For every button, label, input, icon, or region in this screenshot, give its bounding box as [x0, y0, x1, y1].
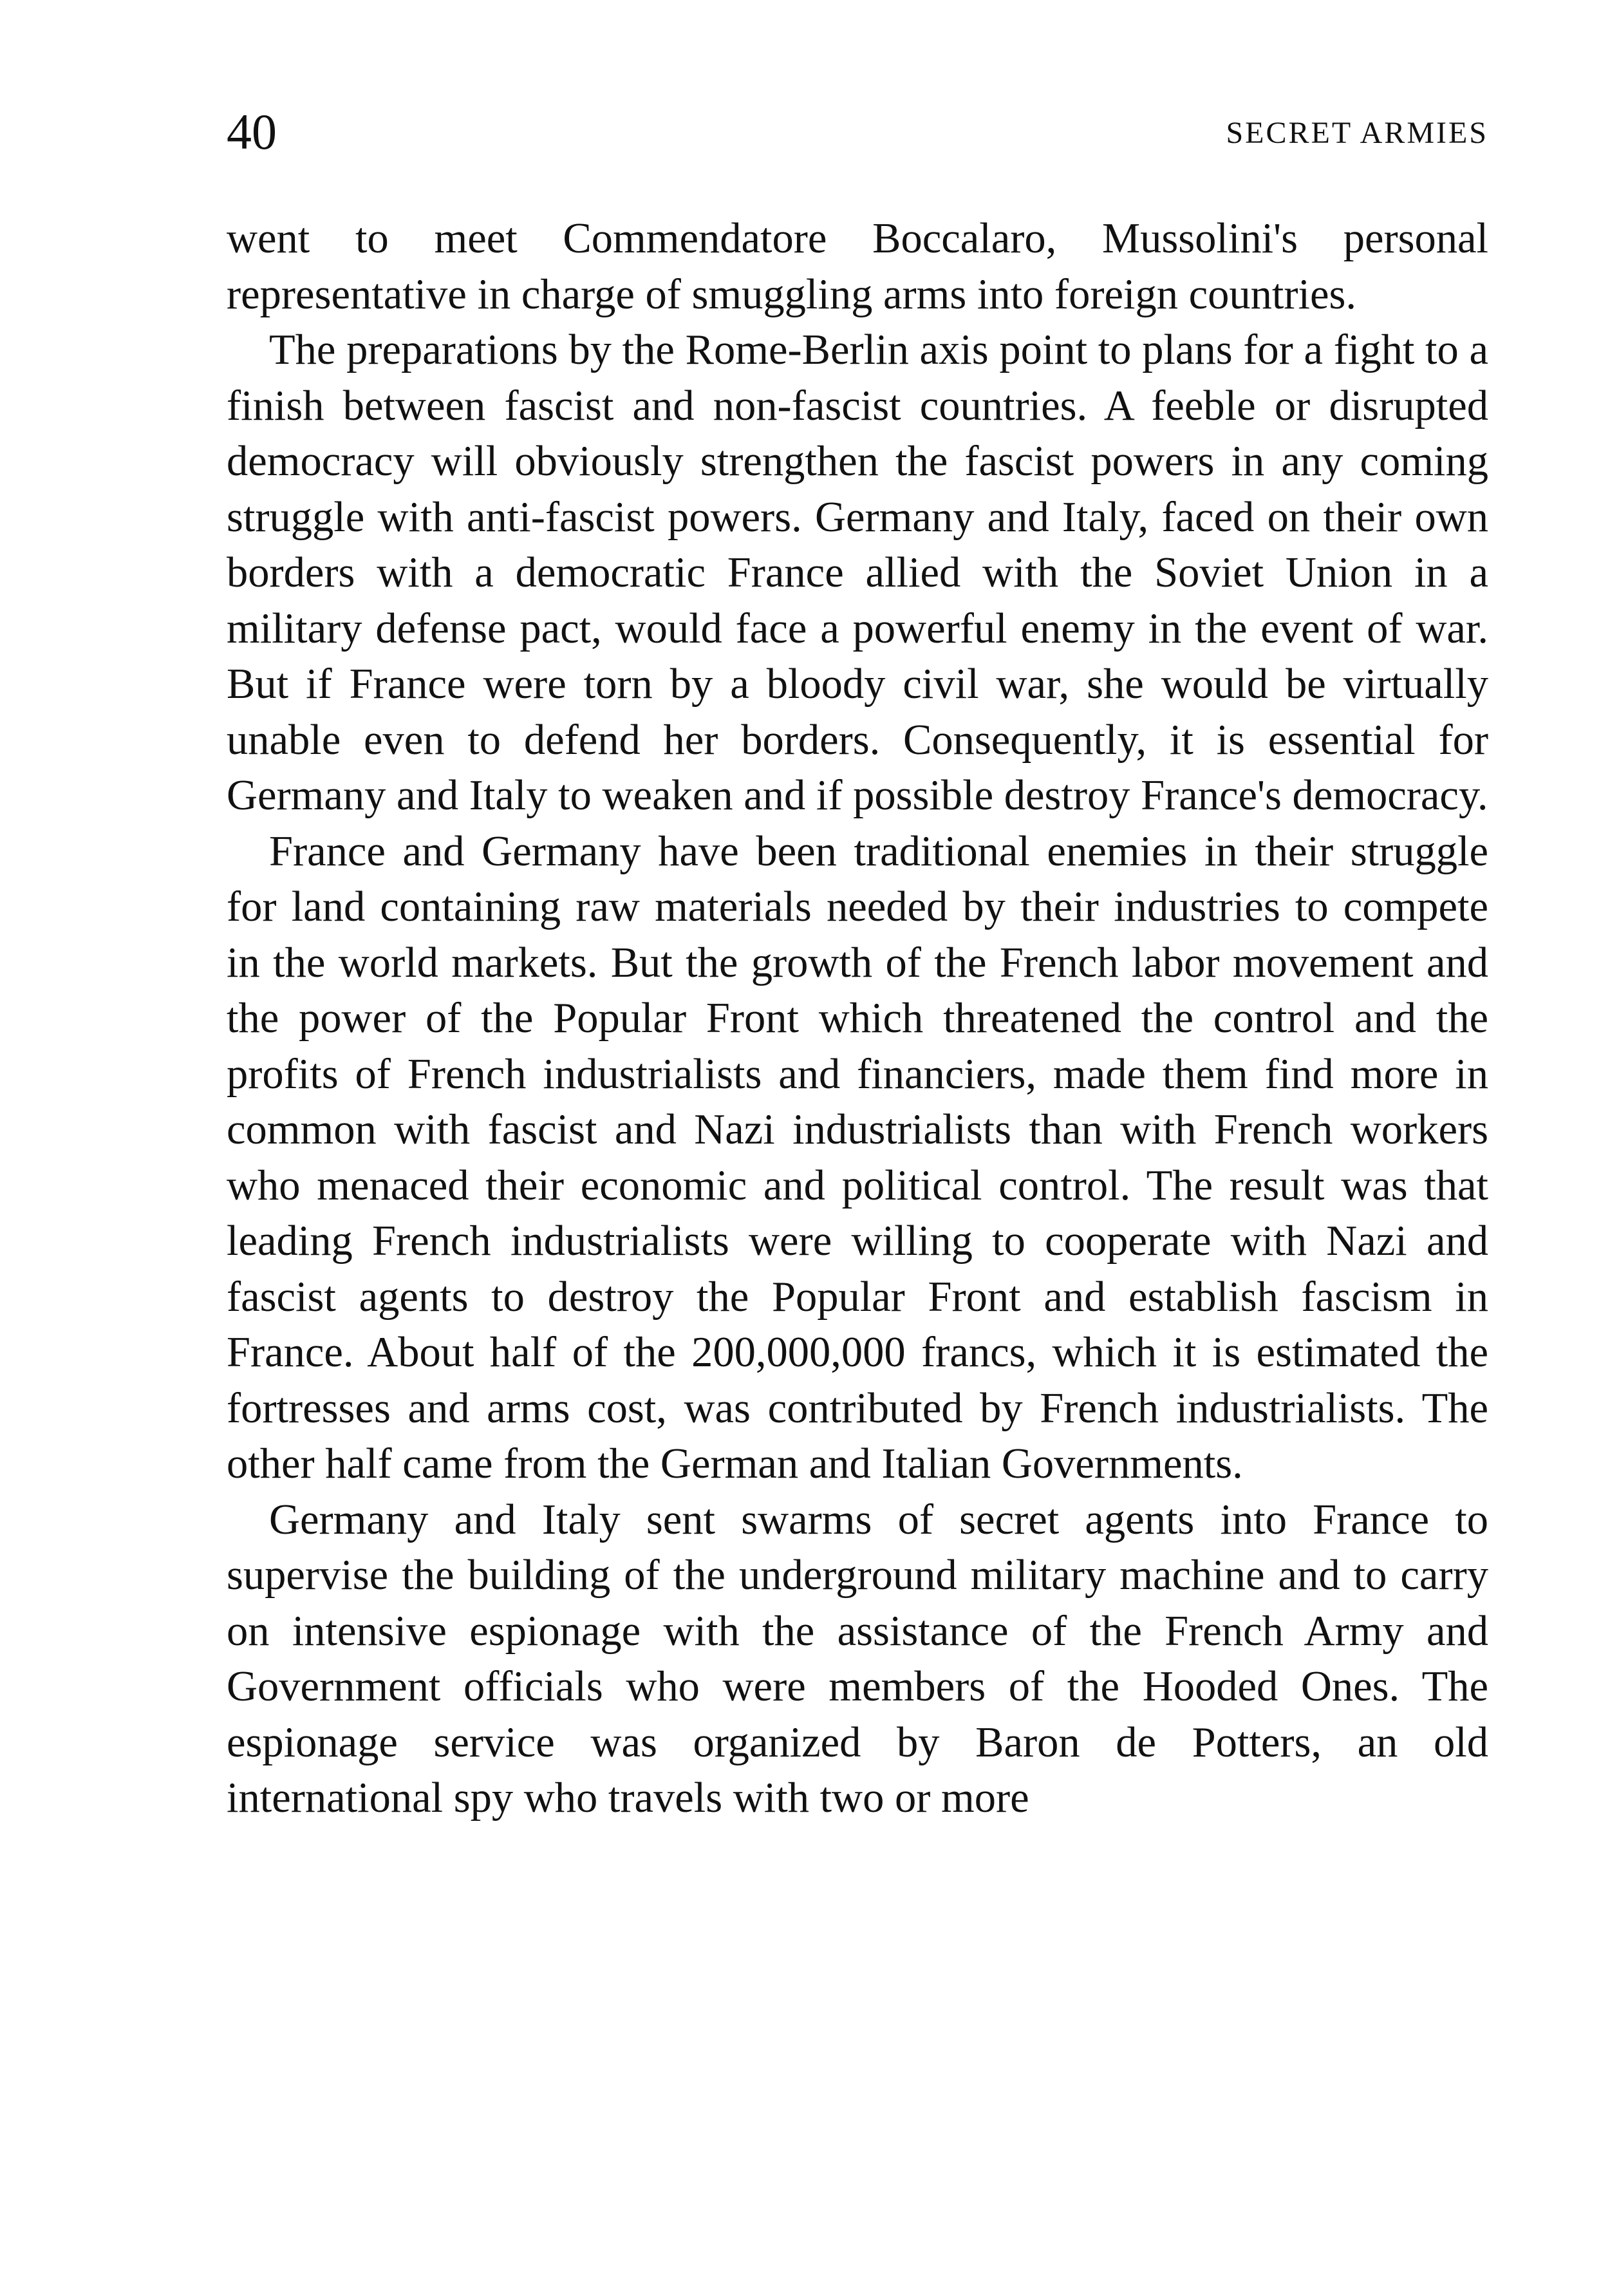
body-text	[227, 211, 1488, 1827]
paragraph: Germany and Italy sent swarms of secret agents into France to supervise the building of the underground military machine and to carry on intensive espionage with the assistance of the French Army and Government officials who were members of the Hooded Ones. The espionage service was organized by Baron de Potters, an old international spy who travels with two or more	[227, 1496, 1488, 1821]
paragraph: France and Germany have been traditional enemies in their struggle for land containing raw materials needed by their industries to compete in the world markets. But the growth of the French labor movement and the power of the Popular Front which threatened the control and the profits of French industrialists and financiers, made them find more in common with fascist and Nazi industrialists than with French workers who menaced their economic and political control. The result was that leading French industrialists were willing to cooperate with Nazi and fascist agents to destroy the Popular Front and establish fascism in France. About half of the 200,000,000 francs, which it is estimated the fortresses and arms cost, was contributed by French industrialists. The other half came from the German and Italian Governments.	[227, 827, 1488, 1487]
paragraph: The preparations by the Rome-Berlin axis point to plans for a fight to a finish between fascist and non-fascist countries. A feeble or disrupted democracy will obviously strengthen the fascist powers in any coming struggle with anti-fascist powers. Germany and Italy, faced on their own borders with a democratic France allied with the Soviet Union in a military defense pact, would face a powerful enemy in the event of war. But if France were torn by a bloody civil war, she would be virtually unable even to defend her borders. Consequently, it is essential for Germany and Italy to weaken and if possible destroy France's democracy.	[227, 326, 1488, 819]
paragraph-continued: went to meet Commendatore Boccalaro, Mussolini's personal representative in charge of smuggling arms into foreign countries.	[227, 215, 1488, 318]
page-header	[227, 103, 1488, 161]
page-number: 40	[227, 104, 277, 160]
running-head: SECRET ARMIES	[1226, 116, 1488, 150]
